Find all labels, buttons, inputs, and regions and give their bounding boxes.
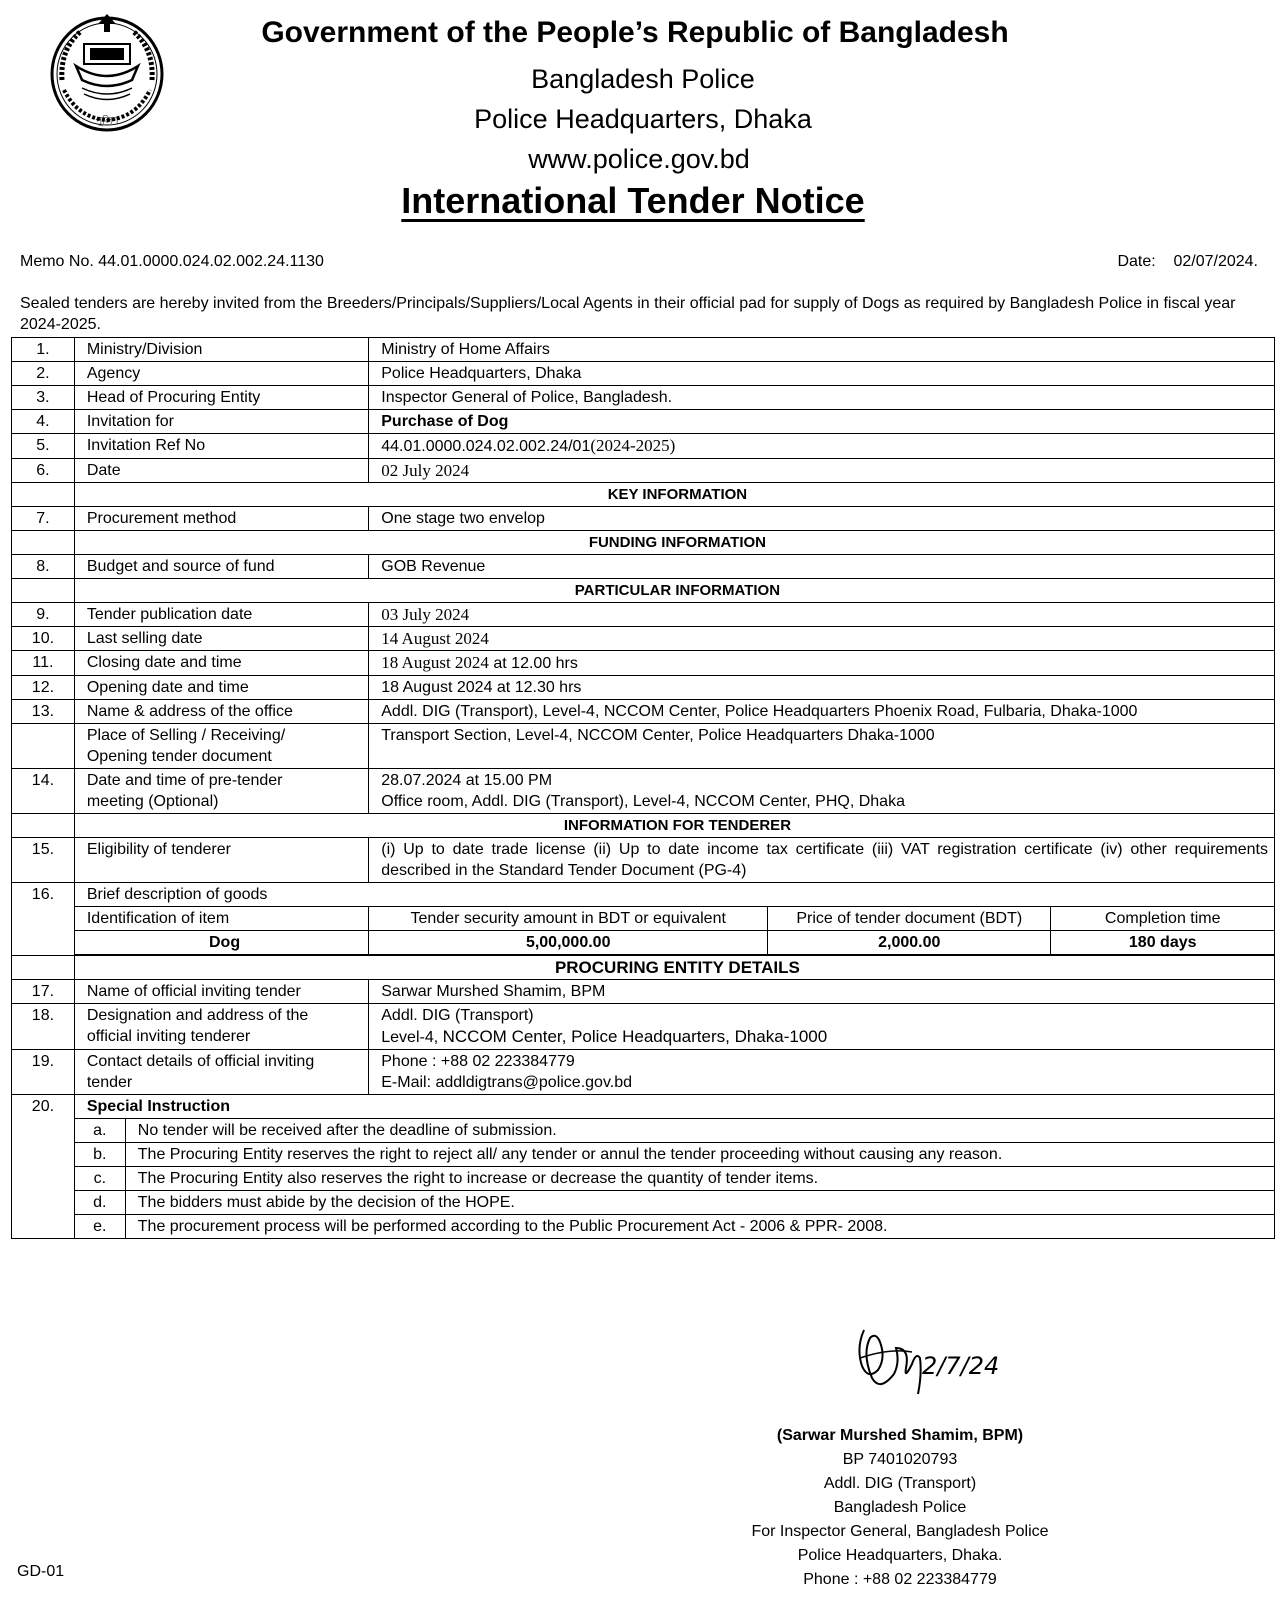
table-cell: Purchase of Dog [369, 410, 1275, 434]
table-row [12, 700, 1275, 724]
table-cell: 14 August 2024 [369, 627, 1275, 651]
table-cell: 28.07.2024 at 15.00 PM Office room, Addl. DIG (Transport), Level-4, NCCOM Center, PHQ, Dhaka [369, 769, 1275, 814]
table-cell: 3. [12, 386, 75, 410]
table-cell: Place of Selling / Receiving/ Opening tender document [74, 724, 368, 769]
table-cell: 14. [12, 769, 75, 814]
contact-email[interactable]: E-Mail: addldigtrans@police.gov.bd [381, 1074, 632, 1091]
table-cell: Head of Procuring Entity [74, 386, 368, 410]
table-cell: The Procuring Entity also reserves the right to increase or decrease the quantity of tender items. [125, 1167, 1274, 1191]
page-title: International Tender Notice [401, 180, 865, 221]
table-cell [12, 483, 75, 507]
table-cell: Invitation for [74, 410, 368, 434]
table-cell: Date [74, 459, 368, 483]
intro-paragraph: Sealed tenders are hereby invited from the Breeders/Principals/Suppliers/Local Agents in their official pad for supply of Dogs as required by Bangladesh Police in fiscal year 2024-2025. [20, 295, 1236, 333]
instruction-row [12, 1215, 1275, 1239]
section-procuring-entity-details: PROCURING ENTITY DETAILS [74, 955, 1274, 980]
table-cell: Designation and address of the official inviting tenderer [74, 1004, 368, 1050]
table-cell: 03 July 2024 [369, 603, 1275, 627]
table-cell: 9. [12, 603, 75, 627]
table-cell: The bidders must abide by the decision of the HOPE. [125, 1191, 1274, 1215]
website-url[interactable]: www.police.gov.bd [528, 144, 750, 174]
table-cell: Price of tender document (BDT) [768, 907, 1051, 931]
table-row [12, 1095, 1275, 1119]
table-cell: 1. [12, 338, 75, 362]
table-cell: 5,00,000.00 [369, 931, 768, 956]
table-row [12, 434, 1275, 459]
table-cell: c. [74, 1167, 125, 1191]
table-cell: 17. [12, 980, 75, 1004]
goods-header-row [12, 907, 1275, 931]
organization-name: Bangladesh Police [531, 64, 755, 94]
table-cell: Contact details of official inviting tender [74, 1050, 368, 1095]
table-cell: Budget and source of fund [74, 555, 368, 579]
footer-code: GD-01 [17, 1563, 65, 1580]
table-cell: Completion time [1051, 907, 1275, 931]
table-cell: 2. [12, 362, 75, 386]
table-cell: Dog [74, 931, 368, 956]
table-cell: 02 July 2024 [369, 459, 1275, 483]
section-particular-information: PARTICULAR INFORMATION [74, 579, 1274, 603]
instruction-row [12, 1119, 1275, 1143]
table-row [12, 603, 1275, 627]
signatory-phone: Phone : +88 02 223384779 [803, 1571, 997, 1588]
table-cell: Addl. DIG (Transport) Level-4, NCCOM Center, Police Headquarters, Dhaka-1000 [369, 1004, 1275, 1050]
table-cell: Identification of item [74, 907, 368, 931]
table-cell: 4. [12, 410, 75, 434]
table-row [12, 362, 1275, 386]
table-cell: GOB Revenue [369, 555, 1275, 579]
section-row [12, 579, 1275, 603]
table-cell: 6. [12, 459, 75, 483]
table-cell: 18 August 2024 at 12.00 hrs [369, 651, 1275, 676]
table-row [12, 459, 1275, 483]
table-cell: Police Headquarters, Dhaka [369, 362, 1275, 386]
table-cell: No tender will be received after the deadline of submission. [125, 1119, 1274, 1143]
table-cell: Invitation Ref No [74, 434, 368, 459]
table-row [12, 410, 1275, 434]
table-cell: 44.01.0000.024.02.002.24/01(2024-2025) [369, 434, 1275, 459]
table-cell [12, 955, 75, 980]
table-cell: Tender security amount in BDT or equivalent [369, 907, 768, 931]
table-cell: Brief description of goods [74, 883, 1274, 907]
table-cell: Last selling date [74, 627, 368, 651]
headquarters-name: Police Headquarters, Dhaka [474, 104, 812, 134]
table-cell: Procurement method [74, 507, 368, 531]
table-row [12, 386, 1275, 410]
table-row [12, 627, 1275, 651]
instruction-row [12, 1143, 1275, 1167]
table-cell [12, 579, 75, 603]
table-cell: 11. [12, 651, 75, 676]
table-cell: 20. [12, 1095, 75, 1239]
table-cell: e. [74, 1215, 125, 1239]
signatory-bp-number: BP 7401020793 [842, 1451, 958, 1468]
table-cell: The procurement process will be performed according to the Public Procurement Act - 2006 & PPR- 2008. [125, 1215, 1274, 1239]
memo-number: Memo No. 44.01.0000.024.02.002.24.1130 [20, 253, 324, 270]
table-cell: Agency [74, 362, 368, 386]
table-cell: 12. [12, 676, 75, 700]
signatory-on-behalf: For Inspector General, Bangladesh Police [751, 1523, 1049, 1540]
table-cell: Closing date and time [74, 651, 368, 676]
table-cell: Opening date and time [74, 676, 368, 700]
signatory-hq: Police Headquarters, Dhaka. [797, 1547, 1003, 1564]
table-cell: Name & address of the office [74, 700, 368, 724]
table-row [12, 724, 1275, 769]
table-row [12, 1004, 1275, 1050]
table-cell: Ministry of Home Affairs [369, 338, 1275, 362]
table-cell: 18. [12, 1004, 75, 1050]
instruction-row [12, 1167, 1275, 1191]
section-funding-information: FUNDING INFORMATION [74, 531, 1274, 555]
svg-text:পুলিশ: পুলিশ [95, 116, 119, 127]
table-cell: Ministry/Division [74, 338, 368, 362]
table-cell: d. [74, 1191, 125, 1215]
section-row [12, 483, 1275, 507]
table-cell: 19. [12, 1050, 75, 1095]
table-cell: 10. [12, 627, 75, 651]
table-cell: Inspector General of Police, Bangladesh. [369, 386, 1275, 410]
signatory-name: (Sarwar Murshed Shamim, BPM) [776, 1427, 1024, 1444]
table-cell: Addl. DIG (Transport), Level-4, NCCOM Center, Police Headquarters Phoenix Road, Fulbaria, Dhaka-1000 [369, 700, 1275, 724]
table-cell: Transport Section, Level-4, NCCOM Center, Police Headquarters Dhaka-1000 [369, 724, 1275, 769]
table-cell: Name of official inviting tender [74, 980, 368, 1004]
table-cell: 13. [12, 700, 75, 724]
table-row [12, 769, 1275, 814]
goods-data-row [12, 931, 1275, 956]
memo-date: Date: 02/07/2024. [1117, 253, 1258, 270]
table-cell [12, 724, 75, 769]
table-row [12, 555, 1275, 579]
government-heading: Government of the People’s Republic of Bangladesh [261, 16, 1009, 49]
table-row [12, 838, 1275, 883]
table-cell: The Procuring Entity reserves the right to reject all/ any tender or annul the tender proceeding without causing any reason. [125, 1143, 1274, 1167]
section-row [12, 814, 1275, 838]
signatory-organization: Bangladesh Police [833, 1499, 967, 1516]
table-cell: Special Instruction [74, 1095, 1274, 1119]
section-information-for-tenderer: INFORMATION FOR TENDERER [74, 814, 1274, 838]
table-row [12, 338, 1275, 362]
table-cell: 15. [12, 838, 75, 883]
table-cell: Sarwar Murshed Shamim, BPM [369, 980, 1275, 1004]
table-cell: a. [74, 1119, 125, 1143]
table-cell: (i) Up to date trade license (ii) Up to date income tax certificate (iii) VAT registration certificate (iv) other requirements described in the Standard Tender Document (PG-4) [369, 838, 1275, 883]
table-cell [12, 531, 75, 555]
section-key-information: KEY INFORMATION [74, 483, 1274, 507]
table-row [12, 883, 1275, 907]
table-cell: One stage two envelop [369, 507, 1275, 531]
signatory-designation: Addl. DIG (Transport) [823, 1475, 977, 1492]
table-cell: 18 August 2024 at 12.30 hrs [369, 676, 1275, 700]
table-cell: Tender publication date [74, 603, 368, 627]
instruction-row [12, 1191, 1275, 1215]
table-row [12, 1050, 1275, 1095]
table-cell: Date and time of pre-tender meeting (Optional) [74, 769, 368, 814]
table-cell: Phone : +88 02 223384779 E-Mail: addldigtrans@police.gov.bd [369, 1050, 1275, 1095]
table-cell: 180 days [1051, 931, 1275, 956]
svg-text:2/7/24: 2/7/24 [922, 1352, 1000, 1380]
table-row [12, 980, 1275, 1004]
table-cell [12, 814, 75, 838]
section-row [12, 531, 1275, 555]
table-cell: Eligibility of tenderer [74, 838, 368, 883]
table-cell: 7. [12, 507, 75, 531]
tender-details-table [11, 337, 1275, 1239]
table-cell: 8. [12, 555, 75, 579]
handwritten-signature [850, 1318, 1000, 1408]
table-cell: b. [74, 1143, 125, 1167]
table-cell: 2,000.00 [768, 931, 1051, 956]
table-cell: 5. [12, 434, 75, 459]
table-row [12, 676, 1275, 700]
table-row [12, 651, 1275, 676]
section-row [12, 955, 1275, 980]
table-cell: 16. [12, 883, 75, 956]
table-row [12, 507, 1275, 531]
